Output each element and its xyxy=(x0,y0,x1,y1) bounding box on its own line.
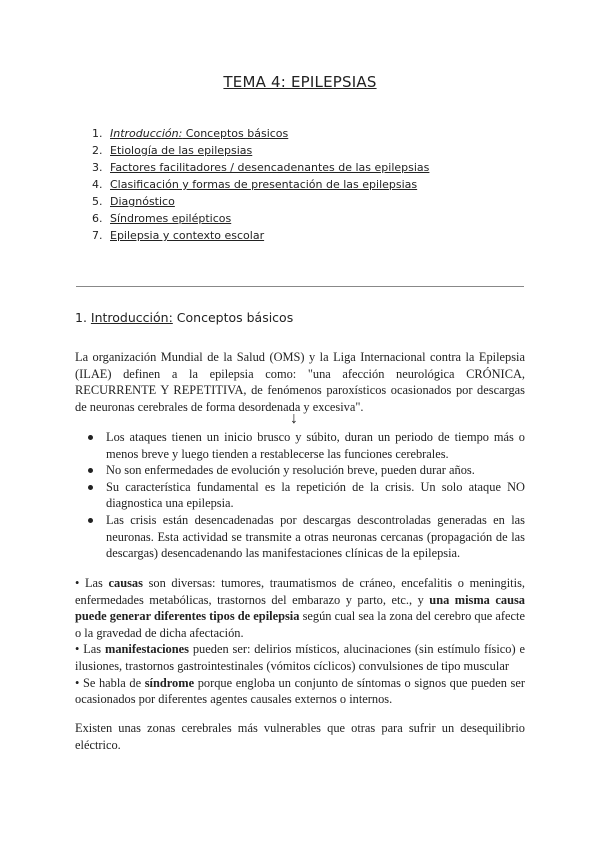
causas-paragraph: • Las causas son diversas: tumores, traumatismos de cráneo, encefalitis o meningitis, enfermedades metabólicas, trastornos del embarazo y parto, etc., y una misma causa puede generar diferentes tipos de epilepsia según cual sea la zona del cerebro que afecte o la gravedad de dicha afectación. xyxy=(75,576,526,640)
table-of-contents xyxy=(92,125,429,244)
toc-number: 7. xyxy=(92,229,103,242)
toc-item[interactable] xyxy=(92,193,429,210)
horizontal-divider xyxy=(76,286,524,287)
toc-number: 6. xyxy=(92,212,103,225)
intro-paragraph: La organización Mundial de la Salud (OMS) y la Liga Internacional contra la Epilepsia (ILAE) definen a la epilepsia como: "una afección neurológica CRÓNICA, RECURRENTE Y REPETITIVA, de fenómenos paroxísticos ocasionados por descargas de neuronas cerebrales de forma desordenada y excesiva". xyxy=(75,350,525,414)
toc-item[interactable] xyxy=(92,176,429,193)
sindrome-paragraph: • Se habla de síndrome porque engloba un conjunto de síntomas o signos que pueden ser ocasionados por diferentes agentes causales externos o internos. xyxy=(75,675,525,707)
bullet-icon xyxy=(88,435,93,440)
list-item: Su característica fundamental es la repetición de la crisis. Un solo ataque NO diagnostica una epilepsia. xyxy=(88,479,525,512)
toc-label: Epilepsia y contexto escolar xyxy=(110,229,265,242)
toc-number: 5. xyxy=(92,195,103,208)
toc-label: Clasificación y formas de presentación de las epilepsias xyxy=(110,178,418,191)
list-item: Los ataques tienen un inicio brusco y súbito, duran un periodo de tiempo más o menos breve y luego tienden a restablecerse las funciones cerebrales. xyxy=(88,429,525,462)
toc-item[interactable] xyxy=(92,159,429,176)
down-arrow-icon: ↓ xyxy=(290,410,298,427)
toc-item[interactable] xyxy=(92,142,429,159)
document-title: TEMA 4: EPILEPSIAS xyxy=(223,73,377,91)
toc-number: 2. xyxy=(92,144,103,157)
toc-label: Diagnóstico xyxy=(110,195,175,208)
list-item: Las crisis están desencadenadas por descargas descontroladas generadas en las neuronas. Esta actividad se transmite a otras neuronas cercanas (propagación de las descargas) desencadenando las manifestaciones clínicas de la epilepsia. xyxy=(88,512,525,562)
section-heading: 1. Introducción: Conceptos básicos xyxy=(75,310,294,325)
details-block xyxy=(75,575,525,708)
toc-number: 1. xyxy=(92,127,103,140)
toc-number: 3. xyxy=(92,161,103,174)
bullet-icon xyxy=(88,468,93,473)
toc-label: Síndromes epilépticos xyxy=(110,212,232,225)
list-item: No son enfermedades de evolución y resolución breve, pueden durar años. xyxy=(88,462,525,479)
closing-paragraph: Existen unas zonas cerebrales más vulnerables que otras para sufrir un desequilibrio eléctrico. xyxy=(75,721,525,752)
toc-label: Etiología de las epilepsias xyxy=(110,144,253,157)
toc-item[interactable] xyxy=(92,125,429,142)
toc-label: Factores facilitadores / desencadenantes de las epilepsias xyxy=(110,161,430,174)
toc-item[interactable] xyxy=(92,210,429,227)
toc-item[interactable] xyxy=(92,227,429,244)
bullet-list xyxy=(88,429,525,562)
bullet-icon xyxy=(88,485,93,490)
toc-number: 4. xyxy=(92,178,103,191)
toc-label: Introducción: Conceptos básicos xyxy=(110,127,289,140)
bullet-icon xyxy=(88,518,93,523)
manifestaciones-paragraph: • Las manifestaciones pueden ser: delirios místicos, alucinaciones (sin estímulo físico) e ilusiones, trastornos gastrointestinales (vómitos cíclicos) convulsiones de tipo muscular xyxy=(75,642,525,673)
